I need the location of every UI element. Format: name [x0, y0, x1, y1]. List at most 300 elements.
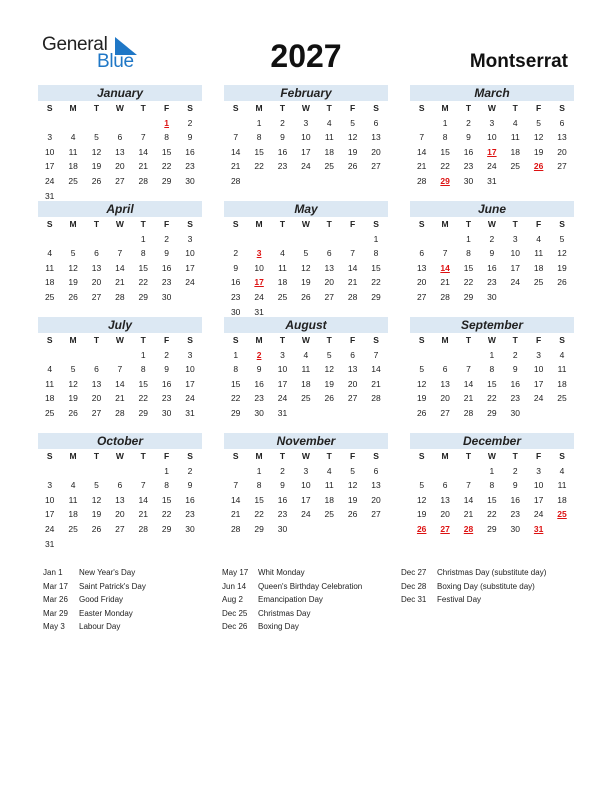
week-row: [38, 377, 202, 392]
weekday-label: S: [373, 219, 379, 229]
day-cell: 23: [510, 509, 520, 520]
day-cell: 21: [416, 161, 427, 172]
day-cell: 13: [115, 146, 125, 157]
day-cell: 4: [70, 132, 76, 143]
day-cell: 16: [161, 262, 172, 273]
day-cell: 22: [161, 509, 172, 520]
day-cell: 7: [117, 248, 123, 259]
day-cell: 23: [161, 393, 172, 404]
day-cell: 24: [533, 509, 544, 520]
weekday-label: F: [164, 103, 170, 113]
day-cell: 1: [256, 465, 262, 476]
day-cell: 10: [44, 494, 55, 505]
week-row: [38, 261, 202, 276]
week-row: [38, 522, 202, 537]
day-cell: 19: [533, 146, 544, 157]
day-cell: 30: [230, 306, 241, 317]
weekday-header-row: [410, 449, 574, 464]
day-cell: 13: [440, 378, 450, 389]
day-cell: 2: [280, 465, 285, 476]
weekday-label: S: [232, 335, 239, 345]
day-cell: 5: [559, 233, 565, 244]
day-cell: 5: [326, 349, 332, 360]
day-cell: 21: [371, 378, 381, 389]
holiday-day-cell: 3: [256, 248, 262, 259]
week-row: [38, 348, 202, 363]
month-title: September: [410, 317, 574, 333]
empty-day-cell: [504, 290, 527, 305]
day-cell: 1: [373, 233, 379, 244]
holiday-item: [43, 580, 146, 594]
day-cell: 18: [510, 146, 520, 157]
day-cell: 8: [233, 364, 239, 375]
day-cell: 29: [230, 407, 241, 418]
day-cell: 10: [185, 364, 195, 375]
day-cell: 10: [44, 146, 55, 157]
day-cell: 14: [230, 146, 241, 157]
day-cell: 29: [138, 291, 148, 302]
day-cell: 10: [301, 132, 311, 143]
holiday-name: Good Friday: [79, 595, 124, 604]
day-cell: 30: [510, 407, 520, 418]
weekday-label: W: [301, 219, 310, 229]
weekday-header-row: [224, 101, 388, 116]
holiday-item: [401, 566, 546, 580]
weekday-label: T: [512, 103, 518, 113]
empty-day-cell: [224, 464, 247, 479]
day-cell: 1: [233, 349, 239, 360]
day-cell: 4: [70, 480, 76, 491]
day-cell: 14: [463, 378, 474, 389]
day-cell: 2: [512, 465, 518, 476]
day-cell: 19: [416, 509, 427, 520]
week-row: [410, 478, 574, 493]
empty-day-cell: [108, 232, 131, 247]
weekday-header-row: [224, 217, 388, 232]
day-cell: 3: [512, 233, 518, 244]
month-february: [224, 85, 388, 189]
week-row: [224, 464, 388, 479]
holiday-item: [43, 593, 146, 607]
day-cell: 4: [326, 117, 332, 128]
day-cell: 4: [47, 248, 53, 259]
day-cell: 22: [487, 509, 497, 520]
weekday-label: M: [69, 219, 77, 229]
day-cell: 13: [91, 262, 102, 273]
week-row: [410, 174, 574, 189]
day-cell: 21: [463, 393, 474, 404]
weekday-label: M: [255, 103, 263, 113]
day-cell: 25: [324, 509, 334, 520]
weekday-label: T: [326, 451, 332, 461]
day-cell: 18: [557, 494, 567, 505]
brand-word-general: General: [42, 34, 108, 55]
week-row: [224, 290, 388, 305]
weekday-label: T: [512, 335, 518, 345]
day-cell: 3: [303, 117, 309, 128]
day-cell: 23: [463, 161, 474, 172]
empty-day-cell: [61, 464, 84, 479]
day-cell: 19: [91, 161, 102, 172]
weekday-label: W: [487, 451, 496, 461]
day-cell: 20: [91, 393, 102, 404]
holiday-name: Labour Day: [79, 622, 121, 631]
holiday-column: [43, 566, 146, 634]
weekday-header-row: [38, 449, 202, 464]
day-cell: 29: [254, 523, 264, 534]
holiday-day-cell: 26: [416, 523, 427, 534]
week-row: [38, 275, 202, 290]
day-cell: 21: [115, 393, 125, 404]
empty-day-cell: [318, 522, 341, 537]
day-cell: 8: [164, 480, 170, 491]
holiday-day-cell: 27: [440, 523, 450, 534]
day-cell: 30: [487, 291, 497, 302]
weekday-label: T: [140, 451, 146, 461]
day-cell: 30: [463, 175, 474, 186]
day-cell: 7: [140, 480, 146, 491]
day-cell: 30: [161, 291, 172, 302]
holiday-date: Mar 26: [43, 595, 68, 604]
empty-day-cell: [318, 232, 341, 247]
day-cell: 19: [557, 262, 567, 273]
holiday-name: Boxing Day (substitute day): [437, 581, 535, 591]
day-cell: 11: [324, 132, 334, 143]
empty-day-cell: [38, 232, 61, 247]
day-cell: 22: [161, 161, 172, 172]
day-cell: 23: [277, 161, 288, 172]
day-cell: 3: [280, 349, 285, 360]
week-row: [224, 507, 388, 522]
weekday-label: F: [536, 219, 542, 229]
empty-day-cell: [271, 232, 294, 247]
day-cell: 19: [68, 393, 78, 404]
day-cell: 18: [324, 494, 334, 505]
day-cell: 14: [463, 494, 474, 505]
holiday-day-cell: 28: [463, 523, 474, 534]
day-cell: 22: [440, 161, 450, 172]
day-cell: 26: [68, 291, 78, 302]
weekday-label: T: [93, 451, 100, 461]
day-cell: 17: [533, 378, 544, 389]
day-cell: 22: [138, 393, 148, 404]
day-cell: 6: [117, 132, 123, 143]
empty-day-cell: [364, 522, 387, 537]
weekday-label: T: [140, 219, 146, 229]
day-cell: 15: [440, 146, 450, 157]
week-row: [38, 159, 202, 174]
day-cell: 2: [164, 233, 170, 244]
day-cell: 4: [326, 465, 332, 476]
holiday-item: [43, 620, 146, 634]
week-row: [224, 391, 388, 406]
weekday-label: S: [373, 103, 379, 113]
week-row: [224, 246, 388, 261]
day-cell: 7: [466, 480, 471, 491]
day-cell: 26: [347, 509, 358, 520]
day-cell: 26: [416, 407, 427, 418]
weekday-label: T: [465, 451, 472, 461]
day-cell: 15: [138, 262, 148, 273]
day-cell: 16: [510, 378, 520, 389]
weekday-label: T: [279, 103, 286, 113]
empty-day-cell: [433, 348, 456, 363]
weekday-label: M: [441, 335, 449, 345]
day-cell: 20: [557, 146, 567, 157]
day-cell: 7: [466, 364, 471, 375]
holiday-day-cell: 31: [533, 523, 544, 534]
weekday-label: T: [279, 219, 286, 229]
day-cell: 19: [347, 146, 358, 157]
weekday-label: W: [487, 219, 496, 229]
day-cell: 15: [254, 494, 264, 505]
week-row: [410, 391, 574, 406]
month-title: April: [38, 201, 202, 217]
day-cell: 21: [138, 509, 148, 520]
month-may: [224, 201, 388, 319]
week-row: [410, 116, 574, 131]
day-cell: 5: [419, 480, 425, 491]
day-cell: 8: [140, 364, 146, 375]
month-july: [38, 317, 202, 421]
holiday-date: May 17: [222, 568, 249, 577]
day-cell: 27: [347, 393, 358, 404]
day-cell: 6: [419, 248, 425, 259]
day-cell: 29: [161, 175, 172, 186]
day-cell: 9: [164, 364, 170, 375]
week-row: [38, 478, 202, 493]
weekday-label: T: [140, 103, 146, 113]
week-row: [38, 493, 202, 508]
holiday-date: Dec 25: [222, 608, 248, 618]
holiday-item: [222, 593, 362, 607]
day-cell: 6: [350, 349, 356, 360]
holiday-day-cell: 1: [164, 117, 170, 128]
day-cell: 17: [44, 161, 55, 172]
holiday-date: Aug 2: [222, 595, 243, 604]
day-cell: 29: [463, 291, 474, 302]
day-cell: 12: [557, 248, 567, 259]
weekday-label: M: [69, 335, 77, 345]
empty-day-cell: [364, 406, 387, 421]
day-cell: 10: [254, 262, 264, 273]
day-cell: 27: [115, 523, 125, 534]
day-cell: 7: [442, 248, 448, 259]
day-cell: 10: [277, 364, 288, 375]
day-cell: 6: [373, 465, 379, 476]
day-cell: 11: [557, 480, 567, 491]
weekday-label: F: [536, 335, 542, 345]
empty-day-cell: [550, 290, 573, 305]
empty-day-cell: [108, 348, 131, 363]
day-cell: 31: [277, 407, 288, 418]
day-cell: 30: [277, 523, 288, 534]
day-cell: 4: [280, 248, 285, 259]
week-row: [224, 377, 388, 392]
day-cell: 3: [536, 349, 542, 360]
weekday-label: F: [164, 335, 170, 345]
empty-day-cell: [85, 537, 108, 552]
day-cell: 25: [44, 291, 55, 302]
weekday-label: F: [350, 335, 356, 345]
week-row: [224, 145, 388, 160]
day-cell: 9: [164, 248, 170, 259]
day-cell: 14: [115, 262, 125, 273]
empty-day-cell: [433, 232, 456, 247]
empty-day-cell: [108, 537, 131, 552]
day-cell: 24: [185, 277, 195, 288]
month-title: March: [410, 85, 574, 101]
day-cell: 11: [68, 494, 78, 505]
holiday-day-cell: 2: [256, 349, 262, 360]
week-row: [224, 130, 388, 145]
weekday-label: W: [115, 335, 124, 345]
day-cell: 22: [254, 161, 264, 172]
day-cell: 25: [533, 277, 544, 288]
day-cell: 24: [185, 393, 195, 404]
day-cell: 10: [510, 248, 520, 259]
day-cell: 15: [463, 262, 474, 273]
day-cell: 9: [256, 364, 262, 375]
week-row: [410, 377, 574, 392]
empty-day-cell: [38, 464, 61, 479]
weekday-label: S: [418, 103, 425, 113]
day-cell: 18: [68, 509, 78, 520]
day-cell: 18: [44, 393, 55, 404]
holiday-item: [222, 580, 362, 594]
day-cell: 23: [277, 509, 288, 520]
day-cell: 15: [161, 146, 172, 157]
week-row: [38, 290, 202, 305]
month-title: August: [224, 317, 388, 333]
weekday-label: F: [164, 219, 170, 229]
day-cell: 28: [230, 523, 241, 534]
day-cell: 25: [277, 291, 288, 302]
holiday-date: Dec 27: [401, 568, 427, 577]
day-cell: 16: [185, 146, 195, 157]
empty-day-cell: [527, 290, 550, 305]
day-cell: 29: [161, 523, 172, 534]
empty-day-cell: [85, 348, 108, 363]
empty-day-cell: [341, 522, 364, 537]
weekday-label: T: [140, 335, 146, 345]
empty-day-cell: [178, 290, 201, 305]
week-row: [224, 261, 388, 276]
weekday-label: T: [512, 219, 518, 229]
day-cell: 24: [301, 161, 311, 172]
weekday-label: S: [373, 335, 379, 345]
empty-day-cell: [38, 348, 61, 363]
empty-day-cell: [318, 174, 341, 189]
day-cell: 31: [254, 306, 264, 317]
weekday-label: W: [301, 335, 310, 345]
day-cell: 15: [487, 494, 497, 505]
day-cell: 13: [440, 494, 450, 505]
day-cell: 27: [324, 291, 334, 302]
day-cell: 15: [161, 494, 172, 505]
weekday-label: T: [326, 219, 332, 229]
day-cell: 19: [416, 393, 427, 404]
day-cell: 8: [164, 132, 170, 143]
day-cell: 5: [70, 364, 76, 375]
empty-day-cell: [85, 232, 108, 247]
day-cell: 30: [510, 523, 520, 534]
holiday-date: May 3: [43, 622, 65, 631]
day-cell: 30: [161, 407, 172, 418]
week-row: [38, 145, 202, 160]
day-cell: 6: [94, 248, 99, 259]
day-cell: 14: [138, 494, 148, 505]
empty-day-cell: [38, 116, 61, 131]
week-row: [224, 116, 388, 131]
day-cell: 8: [466, 248, 471, 259]
weekday-label: M: [255, 451, 263, 461]
empty-day-cell: [504, 174, 527, 189]
day-cell: 14: [371, 364, 381, 375]
day-cell: 15: [254, 146, 264, 157]
weekday-label: T: [93, 219, 100, 229]
day-cell: 10: [487, 132, 497, 143]
day-cell: 23: [254, 393, 264, 404]
day-cell: 24: [44, 523, 55, 534]
day-cell: 17: [533, 494, 544, 505]
weekday-label: F: [536, 451, 542, 461]
day-cell: 14: [416, 146, 427, 157]
weekday-label: W: [115, 219, 124, 229]
holiday-date: Jun 14: [222, 581, 247, 591]
month-title: May: [224, 201, 388, 217]
holiday-name: New Year's Day: [79, 568, 136, 577]
day-cell: 6: [94, 364, 99, 375]
day-cell: 28: [371, 393, 381, 404]
month-title: July: [38, 317, 202, 333]
weekday-label: T: [465, 335, 472, 345]
day-cell: 15: [138, 378, 148, 389]
day-cell: 5: [94, 480, 99, 491]
day-cell: 3: [47, 132, 53, 143]
day-cell: 15: [371, 262, 381, 273]
weekday-header-row: [224, 449, 388, 464]
day-cell: 27: [371, 161, 381, 172]
day-cell: 12: [347, 480, 358, 491]
day-cell: 2: [466, 117, 471, 128]
holiday-day-cell: 26: [533, 161, 544, 172]
day-cell: 26: [91, 175, 102, 186]
day-cell: 28: [115, 291, 125, 302]
day-cell: 18: [533, 262, 544, 273]
empty-day-cell: [341, 232, 364, 247]
weekday-label: S: [187, 103, 193, 113]
day-cell: 15: [487, 378, 497, 389]
day-cell: 1: [164, 465, 170, 476]
day-cell: 6: [442, 364, 448, 375]
holiday-date: Mar 29: [43, 608, 68, 618]
day-cell: 23: [510, 393, 520, 404]
empty-day-cell: [294, 232, 317, 247]
weekday-header-row: [38, 333, 202, 348]
weekday-label: M: [441, 451, 449, 461]
holiday-date: Dec 26: [222, 622, 248, 631]
weekday-header-row: [38, 101, 202, 116]
day-cell: 5: [303, 248, 309, 259]
weekday-label: T: [326, 335, 332, 345]
day-cell: 19: [301, 277, 311, 288]
day-cell: 26: [91, 523, 102, 534]
day-cell: 12: [68, 378, 78, 389]
empty-day-cell: [410, 232, 433, 247]
day-cell: 7: [233, 480, 239, 491]
weekday-label: M: [441, 103, 449, 113]
